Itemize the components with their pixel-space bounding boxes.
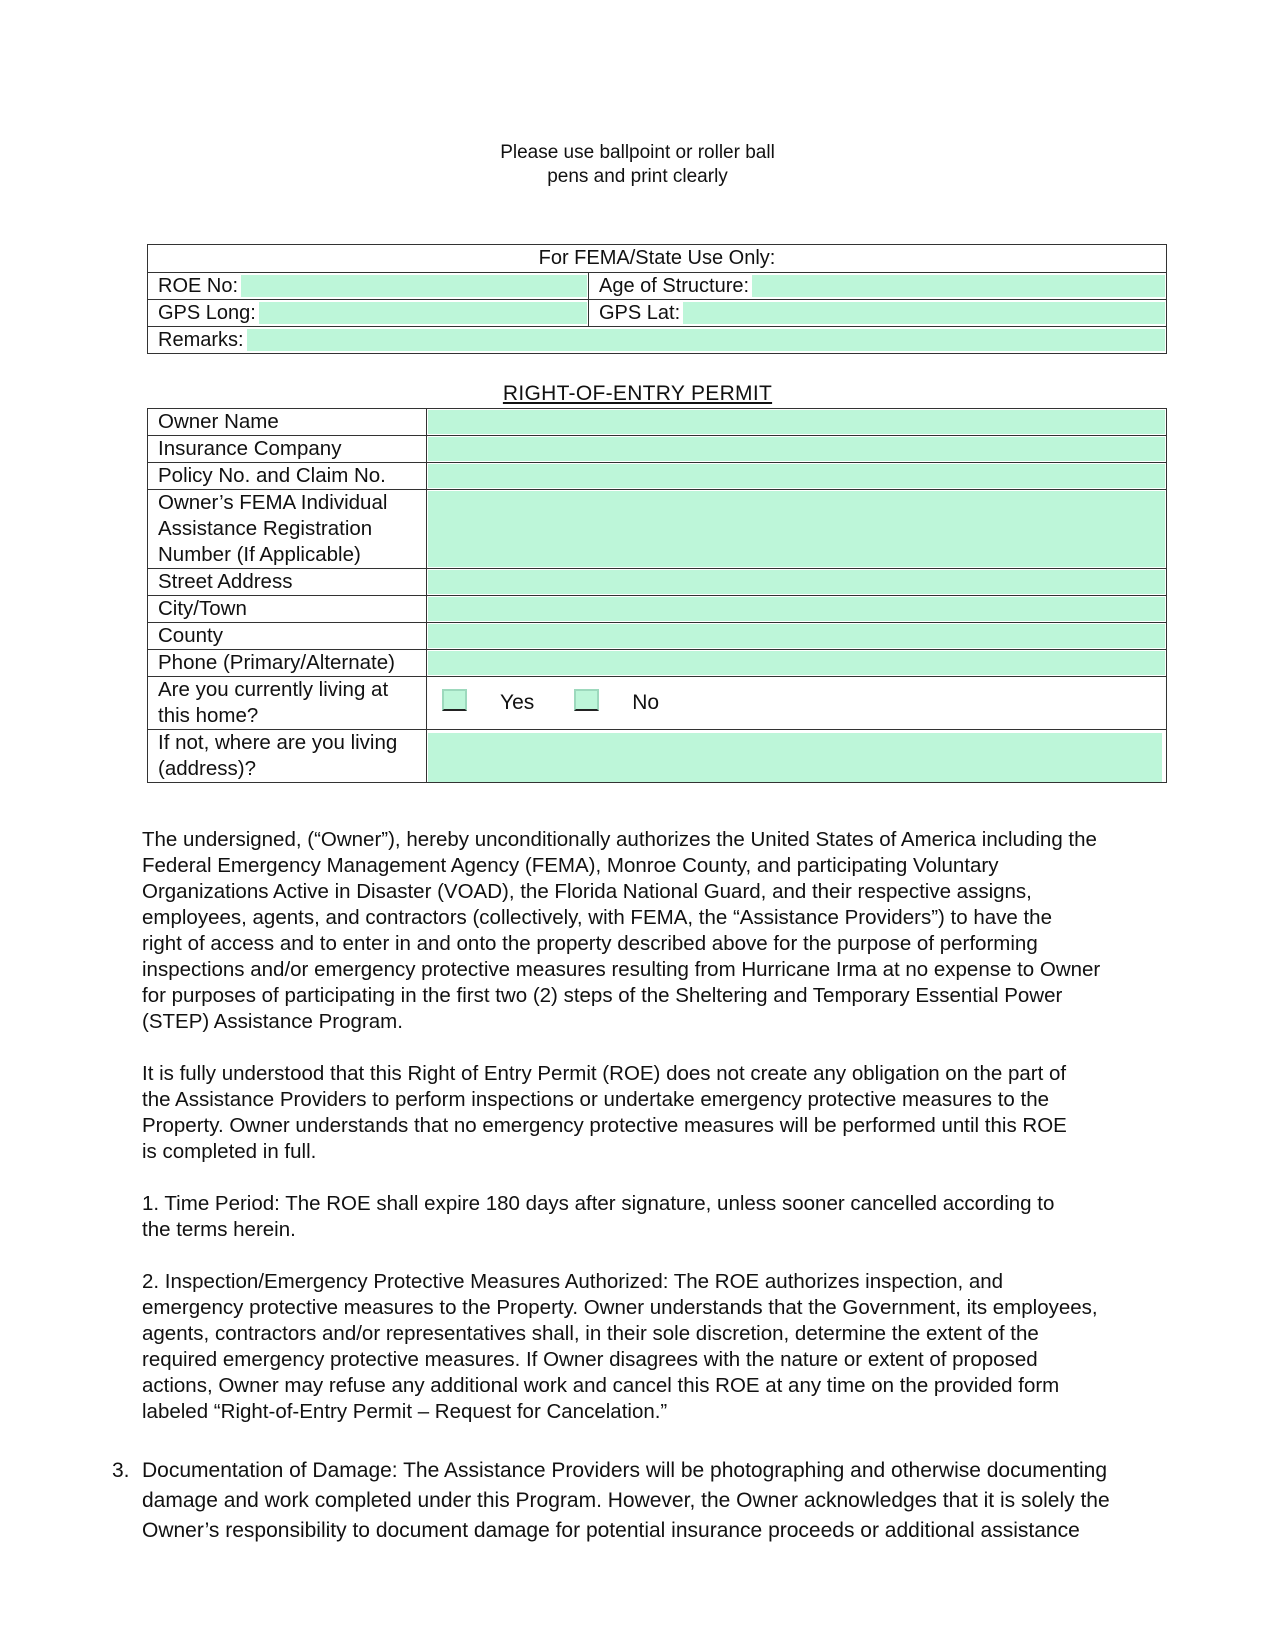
where-label-line-1: If not, where are you living [158,731,398,754]
instructions-line-2: pens and print clearly [547,166,728,187]
admin-box-title: For FEMA/State Use Only: [148,245,1166,273]
roe-no-label: ROE No: [158,275,239,297]
registration-number-field[interactable] [428,491,1165,567]
policy-claim-row [148,463,1166,490]
p2-line: Property. Owner understands that no emergency protective measures will be performed until this ROE [142,1114,1067,1137]
measures-authorized-paragraph [142,1269,1122,1425]
alternate-address-label [148,730,427,782]
no-label: No [632,691,660,714]
owner-info-table [147,408,1167,783]
phone-row [148,650,1166,677]
registration-number-row [148,490,1166,569]
p1-line: Organizations Active in Disaster (VOAD), the Florida National Guard, and their respective assigns, [142,880,1032,903]
permit-body-text [142,827,1122,1451]
county-row [148,623,1166,650]
city-town-field[interactable] [428,597,1165,621]
insurance-company-row [148,436,1166,463]
item3-line: Documentation of Damage: The Assistance Providers will be photographing and otherwise documenting [142,1459,1108,1482]
roe-no-field[interactable] [241,275,587,297]
gps-lat-field[interactable] [683,302,1165,324]
p1-line: right of access and to enter in and onto the property described above for the purpose of performing [142,932,1038,955]
registration-label-line-1: Owner’s FEMA Individual [158,491,388,514]
street-address-label: Street Address [148,569,427,595]
living-label-line-2: this home? [158,704,259,727]
alternate-address-field[interactable] [428,733,1162,782]
documentation-of-damage-item [112,1456,1132,1546]
authorization-paragraph [142,827,1122,1035]
time-period-paragraph [142,1191,1122,1243]
p4-line: required emergency protective measures. If Owner disagrees with the nature or extent of proposed [142,1348,1038,1371]
gps-long-field[interactable] [259,302,587,324]
instructions [0,141,1275,189]
gps-lat-label: GPS Lat: [599,302,681,324]
owner-name-row [148,409,1166,436]
no-checkbox[interactable] [574,689,599,711]
street-address-row [148,569,1166,596]
remarks-field[interactable] [247,329,1165,351]
gps-long-label: GPS Long: [158,302,256,324]
registration-label-line-3: Number (If Applicable) [158,543,361,566]
owner-name-field[interactable] [428,410,1165,434]
p3-line: 1. Time Period: The ROE shall expire 180 days after signature, unless sooner cancelled according to [142,1192,1055,1215]
p4-line: 2. Inspection/Emergency Protective Measures Authorized: The ROE authorizes inspection, and [142,1270,1004,1293]
policy-claim-field[interactable] [428,464,1165,488]
p1-line: (STEP) Assistance Program. [142,1010,403,1033]
item-3-number: 3. [112,1459,130,1482]
yes-label: Yes [500,691,535,714]
permit-title: RIGHT-OF-ENTRY PERMIT [502,382,773,405]
owner-name-label: Owner Name [148,409,427,435]
living-at-home-row [148,677,1166,730]
living-at-home-options [427,677,1166,729]
age-of-structure-label: Age of Structure: [599,275,750,297]
obligation-paragraph [142,1061,1122,1165]
county-label: County [148,623,427,649]
admin-row-3 [148,327,1166,353]
registration-label-line-2: Assistance Registration [158,517,373,540]
p1-line: inspections and/or emergency protective measures resulting from Hurricane Irma at no expense to Owner [142,958,1101,981]
p4-line: labeled “Right-of-Entry Permit – Request for Cancelation.” [142,1400,668,1423]
phone-field[interactable] [428,651,1165,675]
p3-line: the terms herein. [142,1218,296,1241]
item3-line: damage and work completed under this Program. However, the Owner acknowledges that it is solely the [142,1489,1110,1512]
admin-row-2 [148,300,1166,327]
instructions-line-1: Please use ballpoint or roller ball [500,142,775,163]
p4-line: emergency protective measures to the Property. Owner understands that the Government, its employees, [142,1296,1098,1319]
living-label-line-1: Are you currently living at [158,678,389,701]
p1-line: Federal Emergency Management Agency (FEMA), Monroe County, and participating Voluntary [142,854,999,877]
p2-line: is completed in full. [142,1140,317,1163]
where-label-line-2: (address)? [158,757,256,780]
city-town-row [148,596,1166,623]
remarks-label: Remarks: [158,329,244,351]
county-field[interactable] [428,624,1165,648]
street-address-field[interactable] [428,570,1165,594]
registration-number-label [148,490,427,568]
p4-line: actions, Owner may refuse any additional work and cancel this ROE at any time on the provided form [142,1374,1060,1397]
insurance-company-label: Insurance Company [148,436,427,462]
phone-label: Phone (Primary/Alternate) [148,650,427,676]
p2-line: It is fully understood that this Right of Entry Permit (ROE) does not create any obligation on the part of [142,1062,1067,1085]
item3-line: Owner’s responsibility to document damage for potential insurance proceeds or additional assistance [142,1519,1080,1542]
yes-checkbox[interactable] [442,689,467,711]
p2-line: the Assistance Providers to perform inspections or undertake emergency protective measures to the [142,1088,1050,1111]
alternate-address-row [148,730,1166,782]
living-at-home-label [148,677,427,729]
item-3-text [142,1456,1132,1546]
p1-line: employees, agents, and contractors (collectively, with FEMA, the “Assistance Providers”) to have the [142,906,1052,929]
fema-state-use-box [147,244,1167,354]
policy-claim-label: Policy No. and Claim No. [148,463,427,489]
p4-line: agents, contractors and/or representatives shall, in their sole discretion, determine the extent of the [142,1322,1039,1345]
admin-row-1 [148,273,1166,300]
p1-line: for purposes of participating in the first two (2) steps of the Sheltering and Temporary Essential Power [142,984,1063,1007]
age-of-structure-field[interactable] [752,275,1165,297]
city-town-label: City/Town [148,596,427,622]
insurance-company-field[interactable] [428,437,1165,461]
p1-line: The undersigned, (“Owner”), hereby unconditionally authorizes the United States of America including the [142,828,1097,851]
